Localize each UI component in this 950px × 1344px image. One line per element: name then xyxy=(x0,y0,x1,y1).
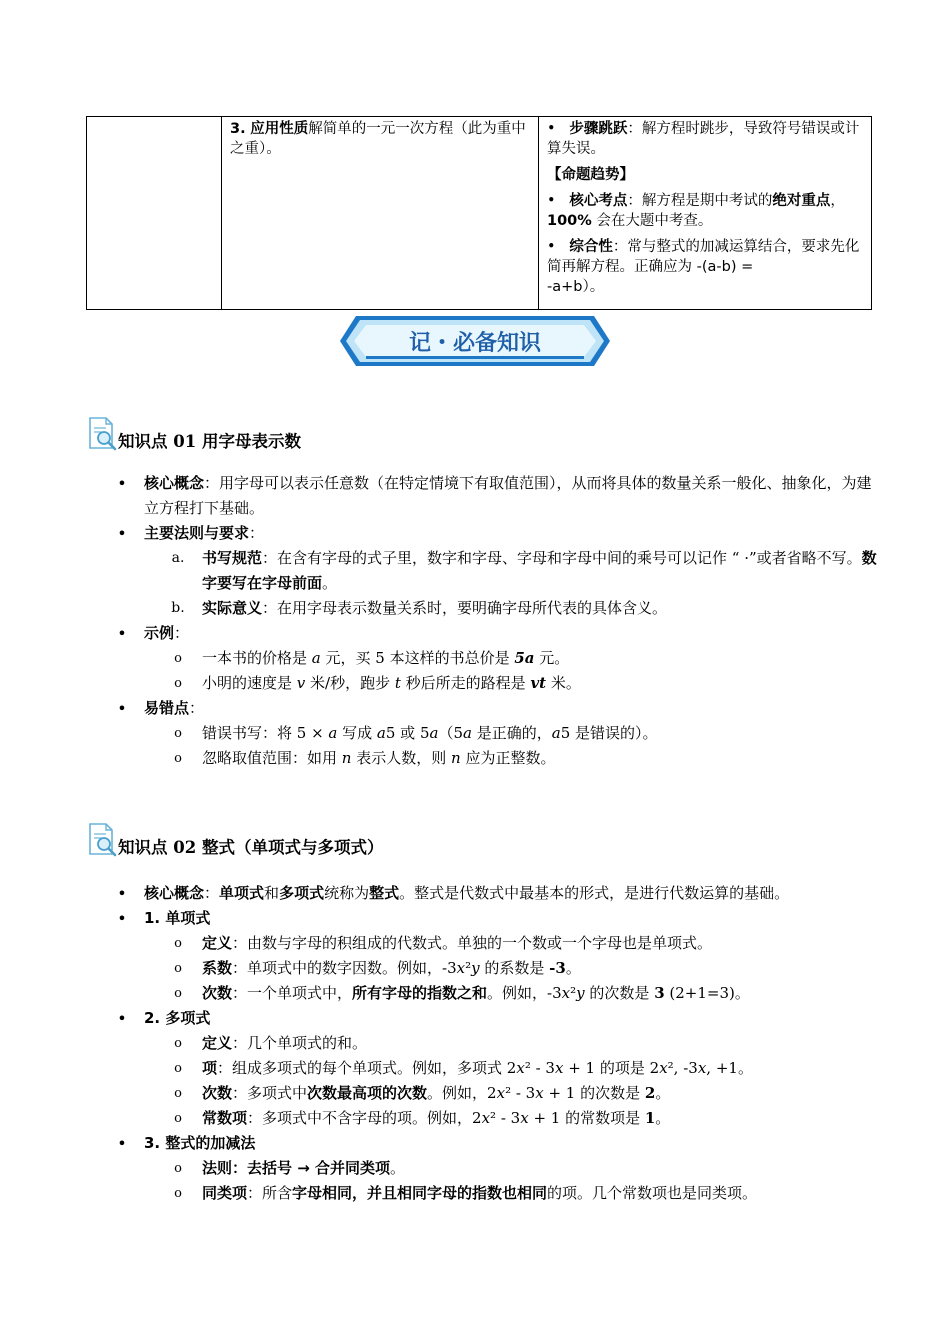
list-item: o 一本书的价格是 a 元，买 5 本这样的书总价是 5a 元。 xyxy=(174,649,570,667)
note-comprehensive: • 综合性：常与整式的加减运算结合，要求先化简再解方程。正确应为 -(a-b) = -a+b）。 xyxy=(547,239,860,295)
list-item: b. 实际意义：在用字母表示数量关系时，要明确字母所代表的具体含义。 xyxy=(171,599,668,617)
banner-shape xyxy=(340,316,610,366)
kp2-title: 知识点 02 整式（单项式与多项式） xyxy=(118,838,384,857)
list-item: o 错误书写：将 5 × a 写成 a5 或 5a（5a 是正确的，a5 是错误的）。 xyxy=(174,724,658,742)
item-label: 应用性质 xyxy=(250,121,309,137)
table-cell-empty xyxy=(87,117,222,310)
kp2-list xyxy=(110,881,880,1206)
list-item: o 系数：单项式中的数字因数。例如，-3x²y 的系数是 -3。 xyxy=(174,959,581,977)
table-cell-notes xyxy=(539,117,872,310)
list-item: • 易错点： xyxy=(117,699,205,718)
item-text: 解简单的一元一次方程（此为重中之重）。 xyxy=(230,121,526,157)
section-banner xyxy=(340,316,610,366)
banner-text: 记・必备知识 xyxy=(408,331,542,356)
list-item: • 示例： xyxy=(117,624,190,643)
list-item: • 核心概念：单项式和多项式统称为整式。整式是代数式中最基本的形式，是进行代数运算的基础。 xyxy=(117,884,790,903)
list-item: o 同类项：所含字母相同，并且相同字母的指数也相同的项。几个常数项也是同类项。 xyxy=(174,1184,758,1202)
list-item: o 忽略取值范围：如用 n 表示人数，则 n 应为正整数。 xyxy=(174,749,556,767)
list-item: o 项：组成多项式的每个单项式。例如，多项式 2x² - 3x + 1 的项是 2x², -3x, +1。 xyxy=(174,1059,753,1077)
list-item: o 小明的速度是 v 米/秒，跑步 t 秒后所走的路程是 vt 米。 xyxy=(174,674,581,692)
document-search-icon xyxy=(88,822,118,858)
trend-title: 【命题趋势】 xyxy=(547,167,634,183)
note-step-jump: • 步骤跳跃：解方程时跳步，导致符号错误或计算失误。 xyxy=(547,121,860,157)
list-item: o 定义：由数与字母的积组成的代数式。单独的一个数或一个字母也是单项式。 xyxy=(174,934,713,952)
list-item: a. 书写规范：在含有字母的式子里，数字和字母、字母和字母中间的乘号可以记作 “ ·”或者省略不写。数字要写在字母前面。 xyxy=(171,549,877,592)
note-core: • 核心考点：解方程是期中考试的绝对重点，100% 会在大题中考查。 xyxy=(547,193,845,229)
list-item: • 1. 单项式 xyxy=(117,909,211,928)
list-item: o 定义：几个单项式的和。 xyxy=(174,1034,368,1052)
list-item: • 3. 整式的加减法 xyxy=(117,1134,256,1153)
kp1-title: 知识点 01 用字母表示数 xyxy=(118,432,301,451)
document-search-icon xyxy=(88,416,118,452)
kp1-list xyxy=(110,471,880,771)
list-item: • 2. 多项式 xyxy=(117,1009,211,1028)
list-item: • 核心概念：用字母可以表示任意数（在特定情境下有取值范围），从而将具体的数量关系一般化、抽象化，为建立方程打下基础。 xyxy=(117,474,872,517)
table-row xyxy=(87,117,872,310)
list-item: o 常数项：多项式中不含字母的项。例如，2x² - 3x + 1 的常数项是 1。 xyxy=(174,1109,671,1127)
top-table xyxy=(86,116,872,310)
table-cell-content xyxy=(222,117,539,310)
list-item: • 主要法则与要求： xyxy=(117,524,265,543)
list-item: o 次数：多项式中次数最高项的次数。例如，2x² - 3x + 1 的次数是 2。 xyxy=(174,1084,671,1102)
list-item: o 次数：一个单项式中，所有字母的指数之和。例如，-3x²y 的次数是 3 (2+1=3)。 xyxy=(174,984,750,1002)
list-item: o 法则：去括号 → 合并同类项。 xyxy=(174,1159,406,1177)
item-number: 3. xyxy=(230,121,246,137)
